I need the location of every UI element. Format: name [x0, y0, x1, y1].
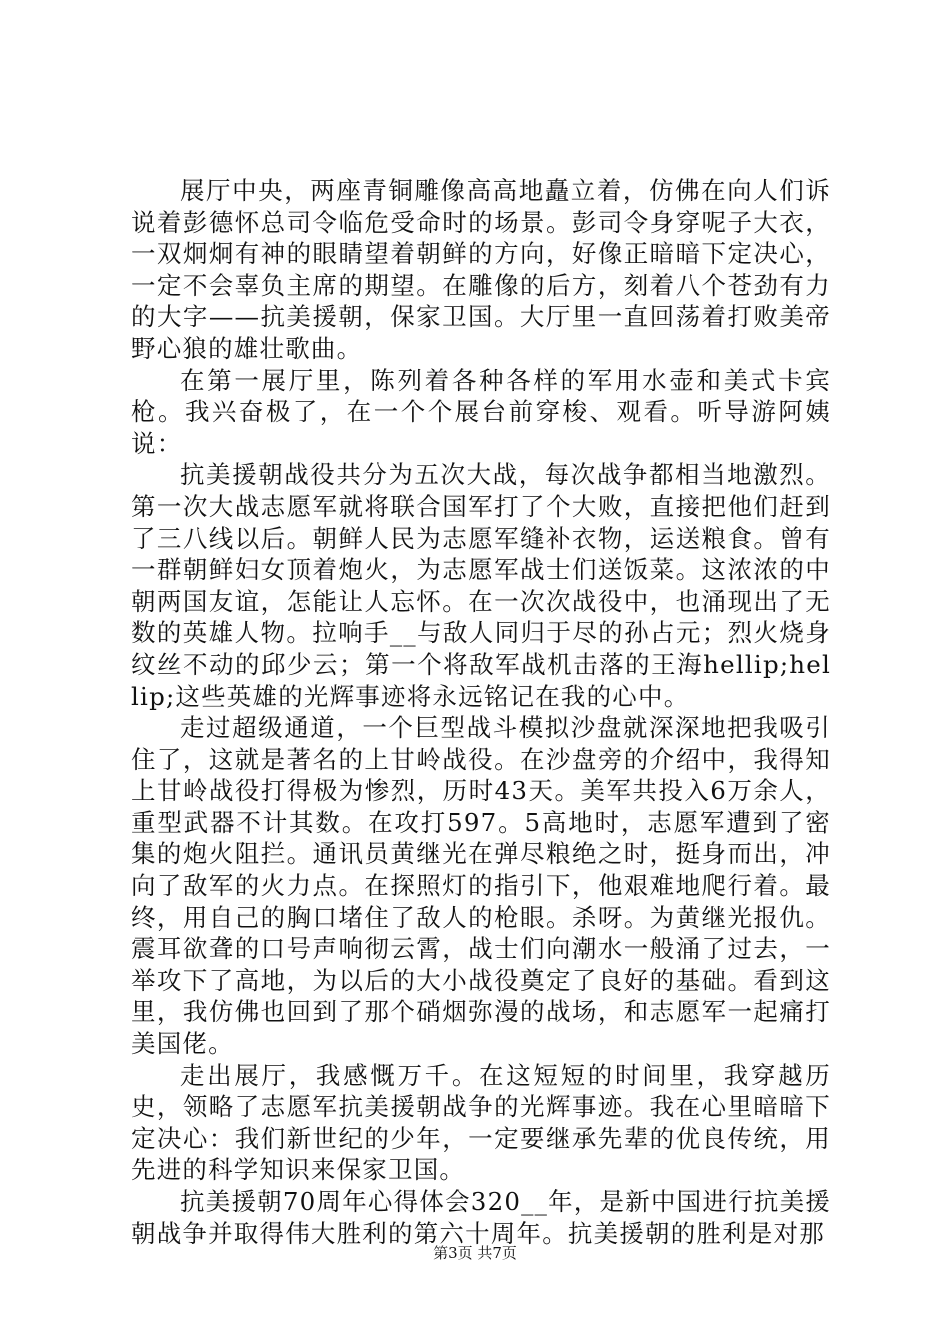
- paragraph-first-hall: 在第一展厅里，陈列着各种各样的军用水壶和美式卡宾枪。我兴奋极了，在一个个展台前穿梭、观看。听导游阿姨说：: [131, 365, 831, 458]
- paragraph-70th-anniversary: 抗美援朝70周年心得体会320__年，是新中国进行抗美援朝战争并取得伟大胜利的第六十周年。抗美援朝的胜利是对那: [131, 1187, 831, 1248]
- paragraph-shangganling: 走过超级通道，一个巨型战斗模拟沙盘就深深地把我吸引住了，这就是著名的上甘岭战役。在沙盘旁的介绍中，我得知上甘岭战役打得极为惨烈，历时43天。美军共投入6万余人，重型武器不计其数。在攻打597。5高地时，志愿军遭到了密集的炮火阻拦。通讯员黄继光在弹尽粮绝之时，挺身而出，冲向了敌军的火力点。在探照灯的指引下，他艰难地爬行着。最终，用自己的胸口堵住了敌人的枪眼。杀呀。为黄继光报仇。震耳欲聋的口号声响彻云霄，战士们向潮水一般涌了过去，一举攻下了高地，为以后的大小战役奠定了良好的基础。看到这里，我仿佛也回到了那个硝烟弥漫的战场，和志愿军一起痛打美国佬。: [131, 713, 831, 1059]
- paragraph-five-campaigns: 抗美援朝战役共分为五次大战，每次战争都相当地激烈。第一次大战志愿军就将联合国军打了个大败，直接把他们赶到了三八线以后。朝鲜人民为志愿军缝补衣物，运送粮食。曾有一群朝鲜妇女顶着炮火，为志愿军战士们送饭菜。这浓浓的中朝两国友谊，怎能让人忘怀。在一次次战役中，也涌现出了无数的英雄人物。拉响手__与敌人同归于尽的孙占元；烈火烧身纹丝不动的邱少云；第一个将敌军战机击落的王海hellip;hellip;这些英雄的光辉事迹将永远铭记在我的心中。: [131, 460, 831, 711]
- page-number-footer: 第3页 共7页: [433, 1244, 517, 1262]
- document-body: [131, 175, 831, 1249]
- paragraph-leaving-hall: 走出展厅，我感慨万千。在这短短的时间里，我穿越历史，领略了志愿军抗美援朝战争的光辉事迹。我在心里暗暗下定决心：我们新世纪的少年，一定要继承先辈的优良传统，用先进的科学知识来保家卫国。: [131, 1060, 831, 1185]
- paragraph-bronze-statues: 展厅中央，两座青铜雕像高高地矗立着，仿佛在向人们诉说着彭德怀总司令临危受命时的场景。彭司令身穿呢子大衣，一双炯炯有神的眼睛望着朝鲜的方向，好像正暗暗下定决心，一定不会辜负主席的期望。在雕像的后方，刻着八个苍劲有力的大字——抗美援朝，保家卫国。大厅里一直回荡着打败美帝野心狼的雄壮歌曲。: [131, 176, 831, 363]
